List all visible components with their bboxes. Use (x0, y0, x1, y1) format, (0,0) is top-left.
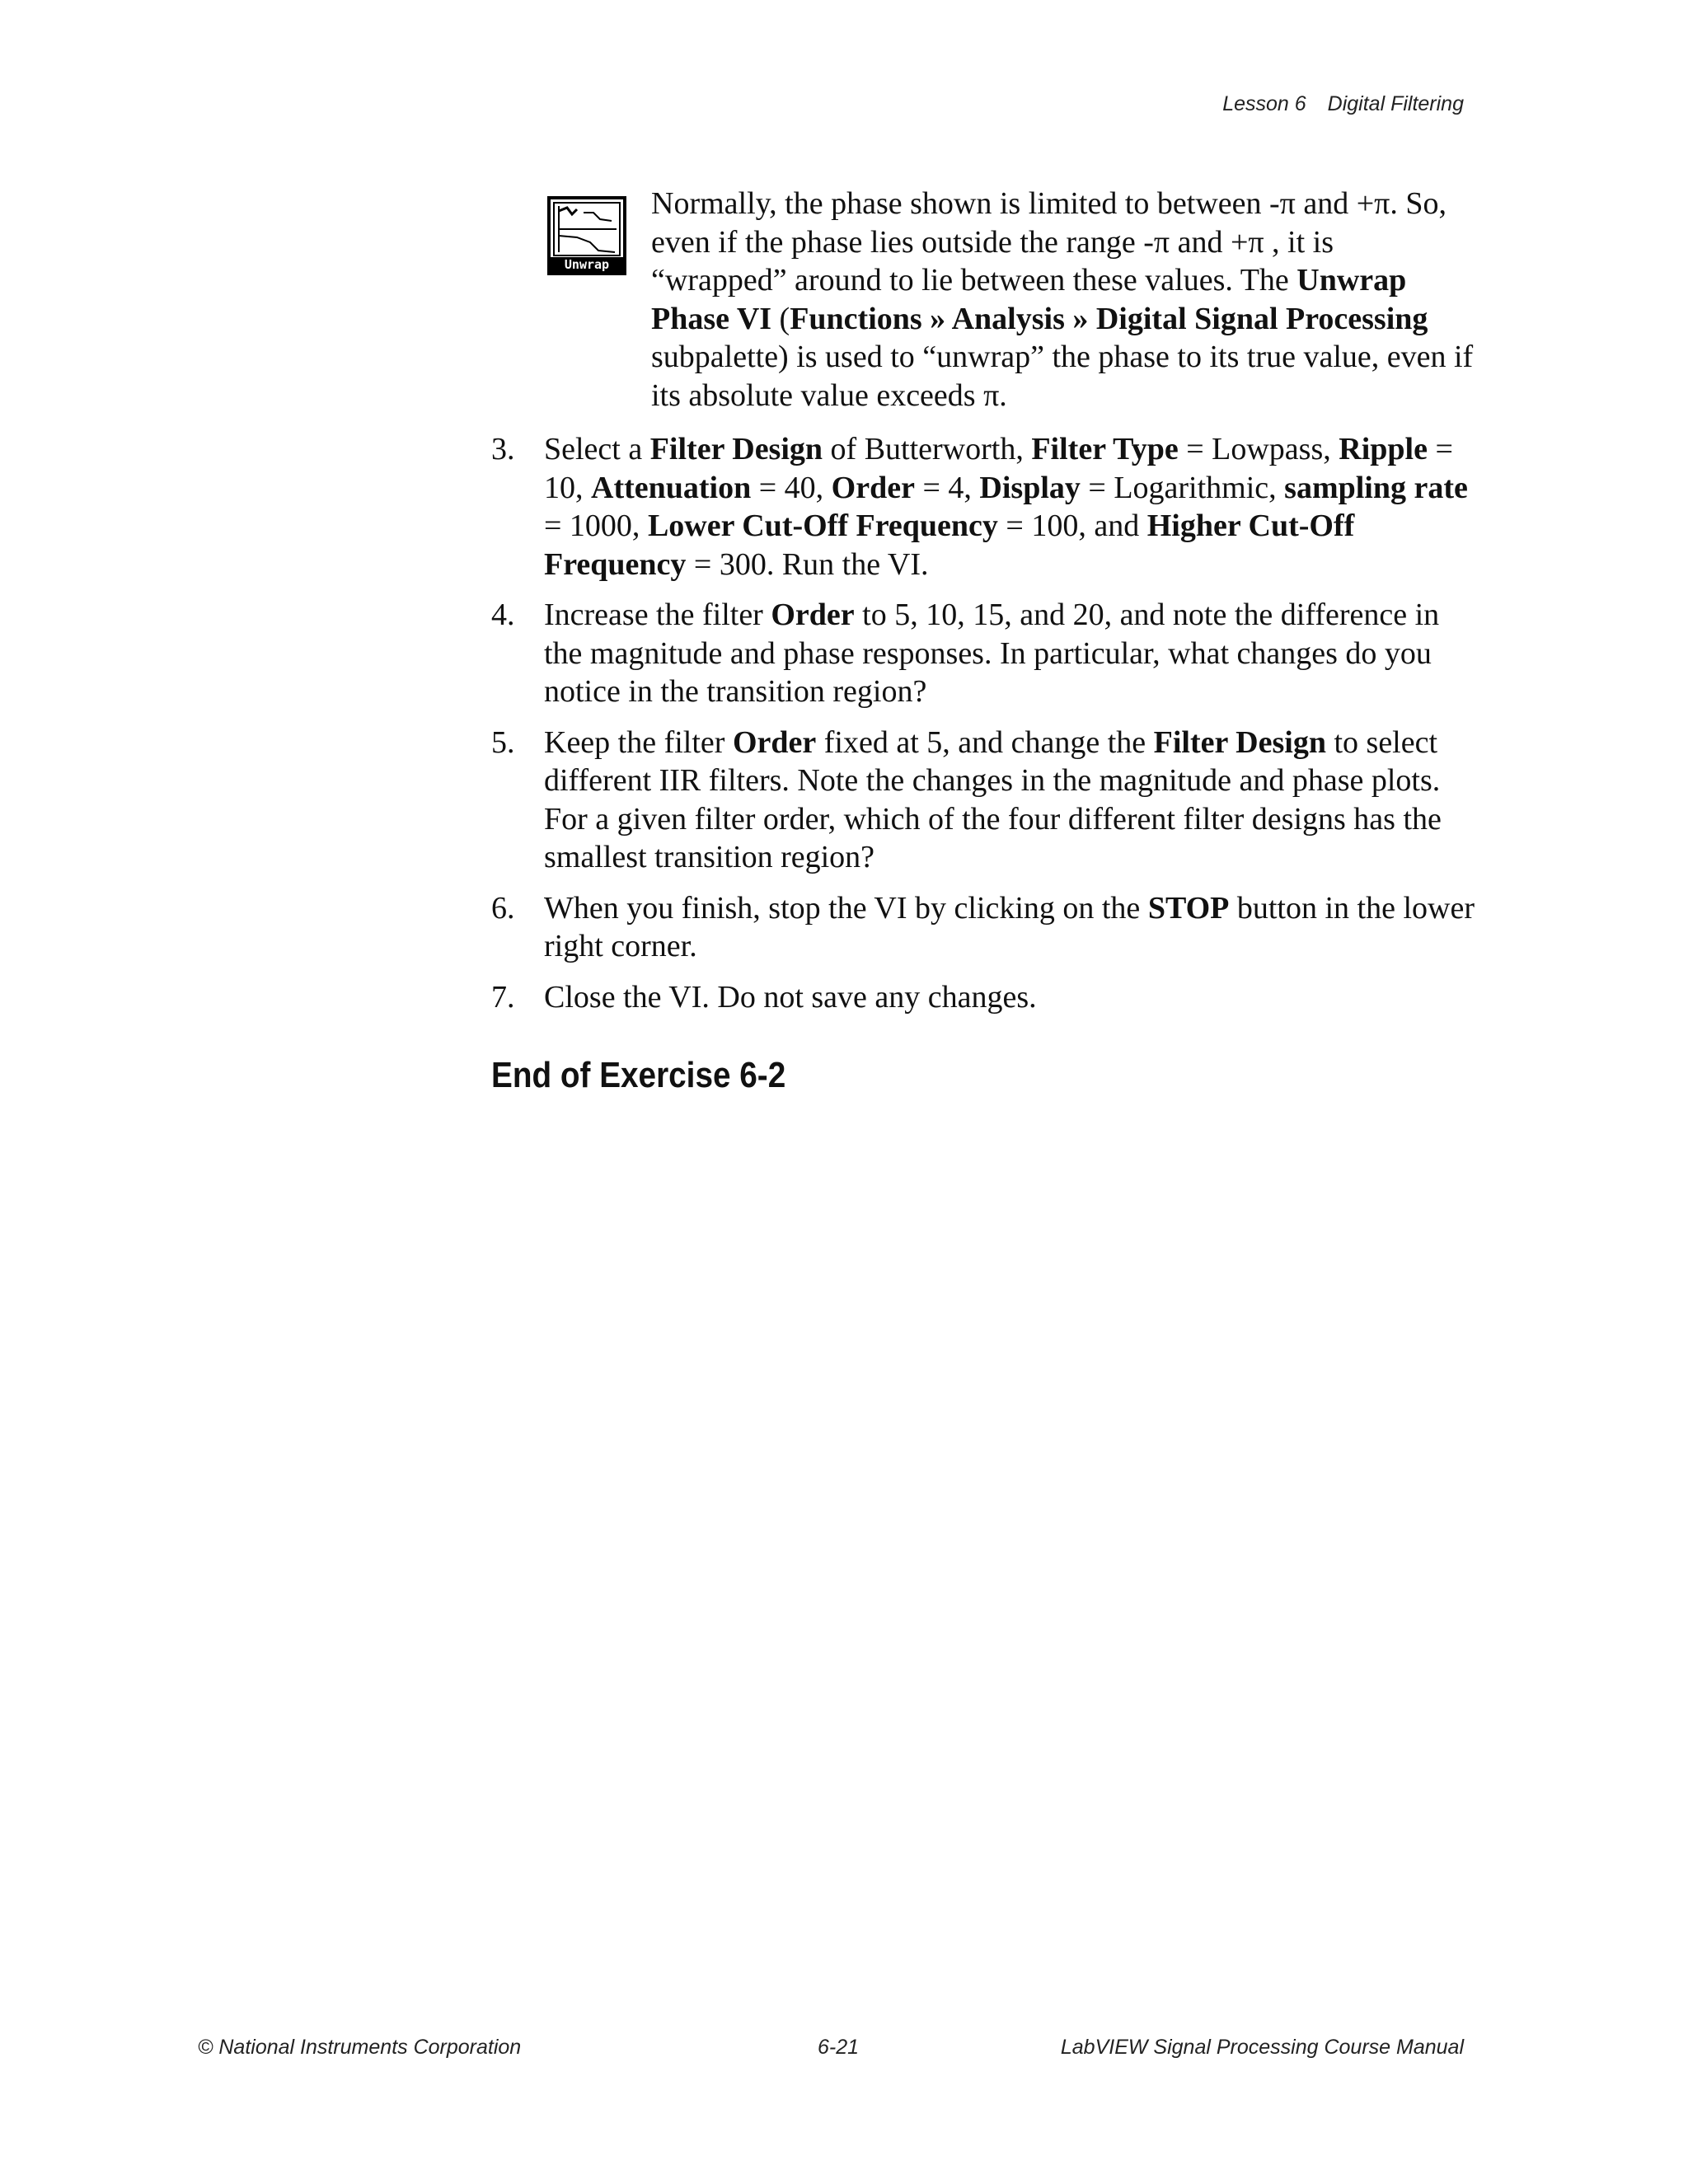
unwrap-phase-vi-icon (547, 196, 626, 275)
step-text-run: = 300. Run the VI. (686, 546, 929, 582)
list-item (491, 596, 1480, 711)
step-number: 7. (491, 979, 515, 1015)
step-text-run: = Logarithmic, (1080, 470, 1285, 505)
step-bold-term: Order (771, 598, 855, 632)
step-text-run: Select a (544, 432, 650, 466)
note-bold-unwrap: Unwrap Phase VI (651, 263, 1407, 336)
running-header (1222, 92, 1464, 116)
step-text (544, 980, 1037, 1015)
step-text-run: Increase the filter (544, 598, 771, 632)
step-bold-term: Ripple (1339, 432, 1428, 466)
step-number: 6. (491, 890, 515, 926)
step-bold-term: Order (732, 724, 817, 760)
step-text-run: = 40, (751, 470, 832, 505)
footer-manual-title: LabVIEW Signal Processing Course Manual (1060, 2036, 1464, 2059)
note-paragraph (651, 185, 1475, 415)
step-text-run: of Butterworth, (823, 432, 1032, 466)
step-text-run: = 1000, (544, 509, 648, 543)
step-text-run: = Lowpass, (1178, 432, 1339, 466)
footer-page-number: 6-21 (818, 2036, 860, 2059)
step-bold-term: STOP (1147, 890, 1230, 926)
header-title: Digital Filtering (1327, 92, 1464, 115)
steps-list (491, 430, 1480, 1029)
note-text-2: ( (771, 301, 790, 336)
step-text (544, 891, 1475, 964)
note-text-3: subpalette) is used to “unwrap” the phase to its true value, even if its absolute value exceeds π. (651, 340, 1474, 413)
step-text-run: button in the lower right corner. (544, 890, 1475, 963)
step-number: 3. (491, 432, 515, 466)
note-text-1: Normally, the phase shown is limited to between -π and +π. So, even if the phase lies outside the range -π and +π , it is “wrapped” around to lie between these values. The (651, 186, 1447, 298)
step-text-run: to select different IIR filters. Note the changes in the magnitude and phase plots. For a given filter order, which of the four different filter designs has the smallest transition region? (544, 724, 1442, 874)
step-text-run: Keep the filter (544, 724, 733, 760)
step-bold-term: Attenuation (591, 470, 752, 505)
step-text-run: fixed at 5, and change the (816, 724, 1154, 760)
step-bold-term: Filter Design (649, 432, 823, 466)
list-item (491, 724, 1480, 877)
step-text-run: = 4, (914, 470, 980, 505)
step-number: 5. (491, 724, 515, 760)
step-text-run: = 100, and (997, 509, 1147, 543)
step-bold-term: Filter Design (1153, 724, 1326, 760)
step-bold-term: sampling rate (1284, 470, 1468, 505)
list-item (491, 889, 1480, 966)
list-item (491, 978, 1480, 1017)
step-bold-term: Lower Cut-Off Frequency (647, 509, 998, 543)
footer-copyright: © National Instruments Corporation (198, 2036, 522, 2059)
step-text-run: to 5, 10, 15, and 20, and note the difference in the magnitude and phase responses. In particular, what changes do you notice in the transition region? (544, 598, 1440, 709)
section-end-title: End of Exercise 6-2 (491, 1055, 786, 1095)
step-number: 4. (491, 598, 515, 632)
step-text (544, 725, 1442, 875)
step-bold-term: Order (831, 470, 915, 505)
step-text-run: Close the VI. Do not save any changes. (544, 979, 1037, 1015)
step-bold-term: Display (979, 470, 1081, 505)
step-text (544, 598, 1439, 709)
step-bold-term: Higher Cut-Off Frequency (544, 509, 1355, 582)
step-text-run: = 10, (544, 432, 1453, 505)
step-bold-term: Filter Type (1031, 432, 1179, 466)
icon-label: Unwrap (564, 257, 610, 272)
header-lesson: Lesson 6 (1222, 92, 1306, 115)
step-text-run: When you finish, stop the VI by clicking on the (544, 890, 1148, 926)
note-bold-path: Functions » Analysis » Digital Signal Processing (790, 301, 1428, 336)
step-text (544, 432, 1468, 582)
list-item (491, 430, 1480, 583)
